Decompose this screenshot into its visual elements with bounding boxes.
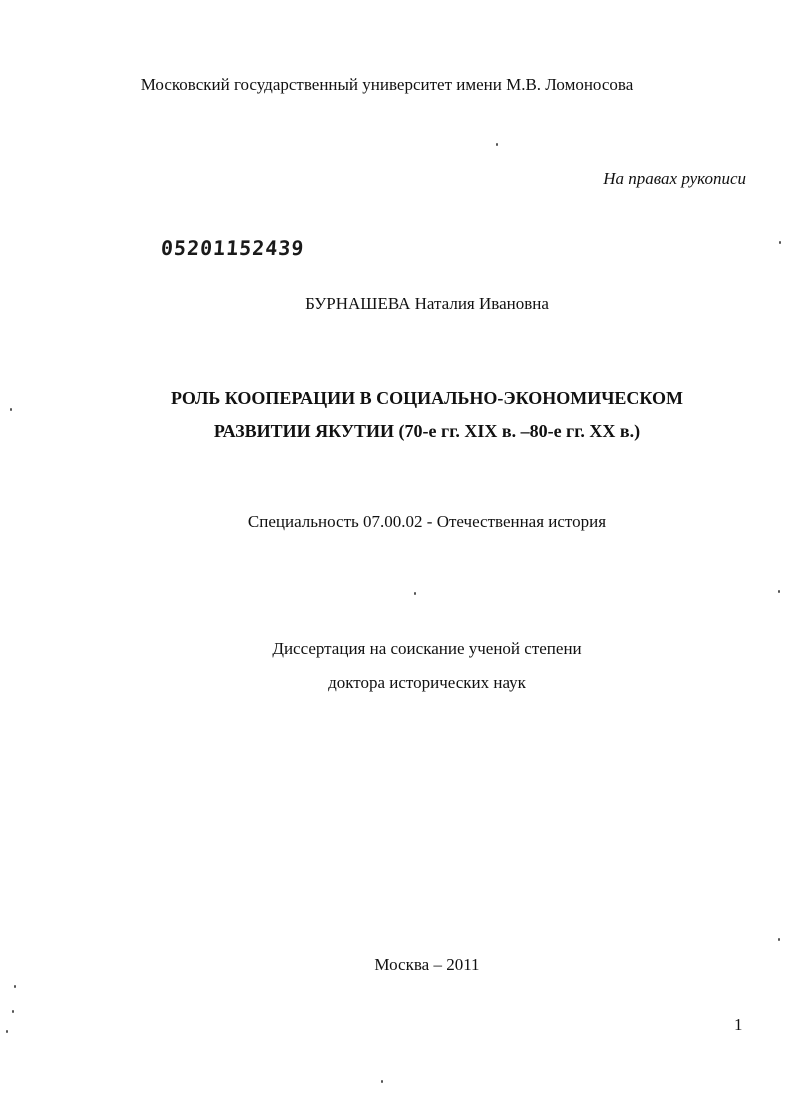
university-name: Московский государственный университет имени М.В. Ломоносова bbox=[140, 75, 634, 94]
scan-speck bbox=[778, 938, 780, 941]
degree-line-2: доктора исторических наук bbox=[328, 673, 526, 692]
scan-speck bbox=[10, 408, 12, 411]
author-name: БУРНАШЕВА Наталия Ивановна bbox=[305, 294, 549, 313]
scan-speck bbox=[779, 241, 781, 244]
scan-speck bbox=[414, 592, 416, 595]
degree-line-1: Диссертация на соискание ученой степени bbox=[272, 639, 582, 658]
stamp-number: 05201152439 bbox=[160, 236, 306, 260]
scan-speck bbox=[381, 1080, 383, 1083]
rights-note: На правах рукописи bbox=[603, 169, 746, 188]
page-number: 1 bbox=[734, 1015, 743, 1034]
scan-speck bbox=[14, 985, 16, 988]
city-year: Москва – 2011 bbox=[374, 955, 480, 974]
dissertation-title-line-2: РАЗВИТИИ ЯКУТИИ (70-е гг. XIX в. –80-е гг. XX в.) bbox=[213, 421, 641, 441]
dissertation-title-line-1: РОЛЬ КООПЕРАЦИИ В СОЦИАЛЬНО-ЭКОНОМИЧЕСКОМ bbox=[170, 388, 684, 408]
scan-speck bbox=[6, 1030, 8, 1033]
scan-speck bbox=[496, 143, 498, 146]
scan-speck bbox=[12, 1010, 14, 1013]
specialty: Специальность 07.00.02 - Отечественная история bbox=[247, 512, 607, 531]
scan-speck bbox=[778, 590, 780, 593]
